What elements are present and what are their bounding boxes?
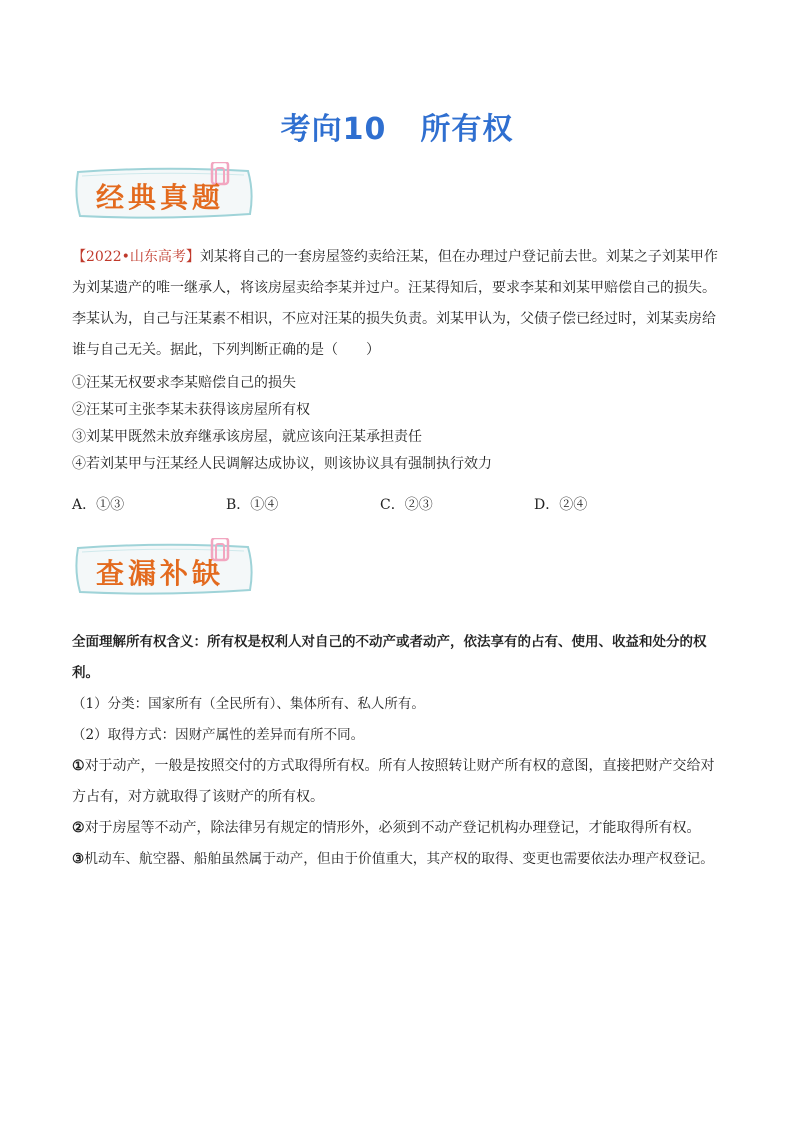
choice-a: A．①③: [72, 497, 125, 513]
point-1: [72, 751, 722, 813]
title-topic-number: 考向10: [280, 112, 387, 147]
question-source: 【2022•山东高考】: [72, 249, 200, 265]
supplement-block: [72, 627, 722, 875]
point-2-number: ②: [72, 820, 85, 836]
statement-4: ④若刘某甲与汪某经人民调解达成协议，则该协议具有强制执行效力: [72, 456, 492, 472]
question-block: [72, 242, 722, 478]
classification-item: （1）分类：国家所有（全民所有）、集体所有、私人所有。: [72, 696, 425, 712]
point-1-text: 对于动产，一般是按照交付的方式取得所有权。所有人按照转让财产所有权的意图，直接把财产交给对方占有，对方就取得了该财产的所有权。: [72, 758, 715, 805]
point-1-number: ①: [72, 758, 85, 774]
statement-2: ②汪某可主张李某未获得该房屋所有权: [72, 402, 310, 418]
classic-questions-banner: [72, 162, 258, 222]
choice-d: D．②④: [534, 497, 588, 513]
supplement-label: 查漏补缺: [96, 557, 225, 590]
title-topic-name: 所有权: [420, 112, 514, 147]
acquisition-item: （2）取得方式：因财产属性的差异而有所不同。: [72, 727, 365, 743]
point-2: [72, 813, 722, 844]
choice-b: B．①④: [226, 497, 279, 513]
choice-c: C．②③: [380, 497, 433, 513]
point-2-text: 对于房屋等不动产，除法律另有规定的情形外，必须到不动产登记机构办理登记，才能取得所有权。: [84, 820, 701, 836]
statement-3: ③刘某甲既然未放弃继承该房屋，就应该向汪某承担责任: [72, 429, 422, 445]
point-3-number: ③: [72, 851, 85, 867]
supplement-banner: [72, 538, 258, 598]
question-stem: 刘某将自己的一套房屋签约卖给汪某，但在办理过户登记前去世。刘某之子刘某甲作为刘某遗产的唯一继承人，将该房屋卖给李某并过户。汪某得知后，要求李某和刘某甲赔偿自己的损失。李某认为，自己与汪某素不相识，不应对汪某的损失负责。刘某甲认为，父债子偿已经过时，刘某卖房给谁与自己无关。据此，下列判断正确的是（ ）: [72, 249, 718, 358]
page-title: [0, 104, 794, 148]
classic-questions-label: 经典真题: [96, 181, 225, 214]
point-3: [72, 844, 722, 875]
point-3-text: 机动车、航空器、船舶虽然属于动产，但由于价值重大，其产权的取得、变更也需要依法办理产权登记。: [84, 851, 714, 867]
definition-text: 全面理解所有权含义：所有权是权利人对自己的不动产或者动产，依法享有的占有、使用、收益和处分的权利。: [72, 634, 707, 681]
statement-1: ①汪某无权要求李某赔偿自己的损失: [72, 375, 296, 391]
